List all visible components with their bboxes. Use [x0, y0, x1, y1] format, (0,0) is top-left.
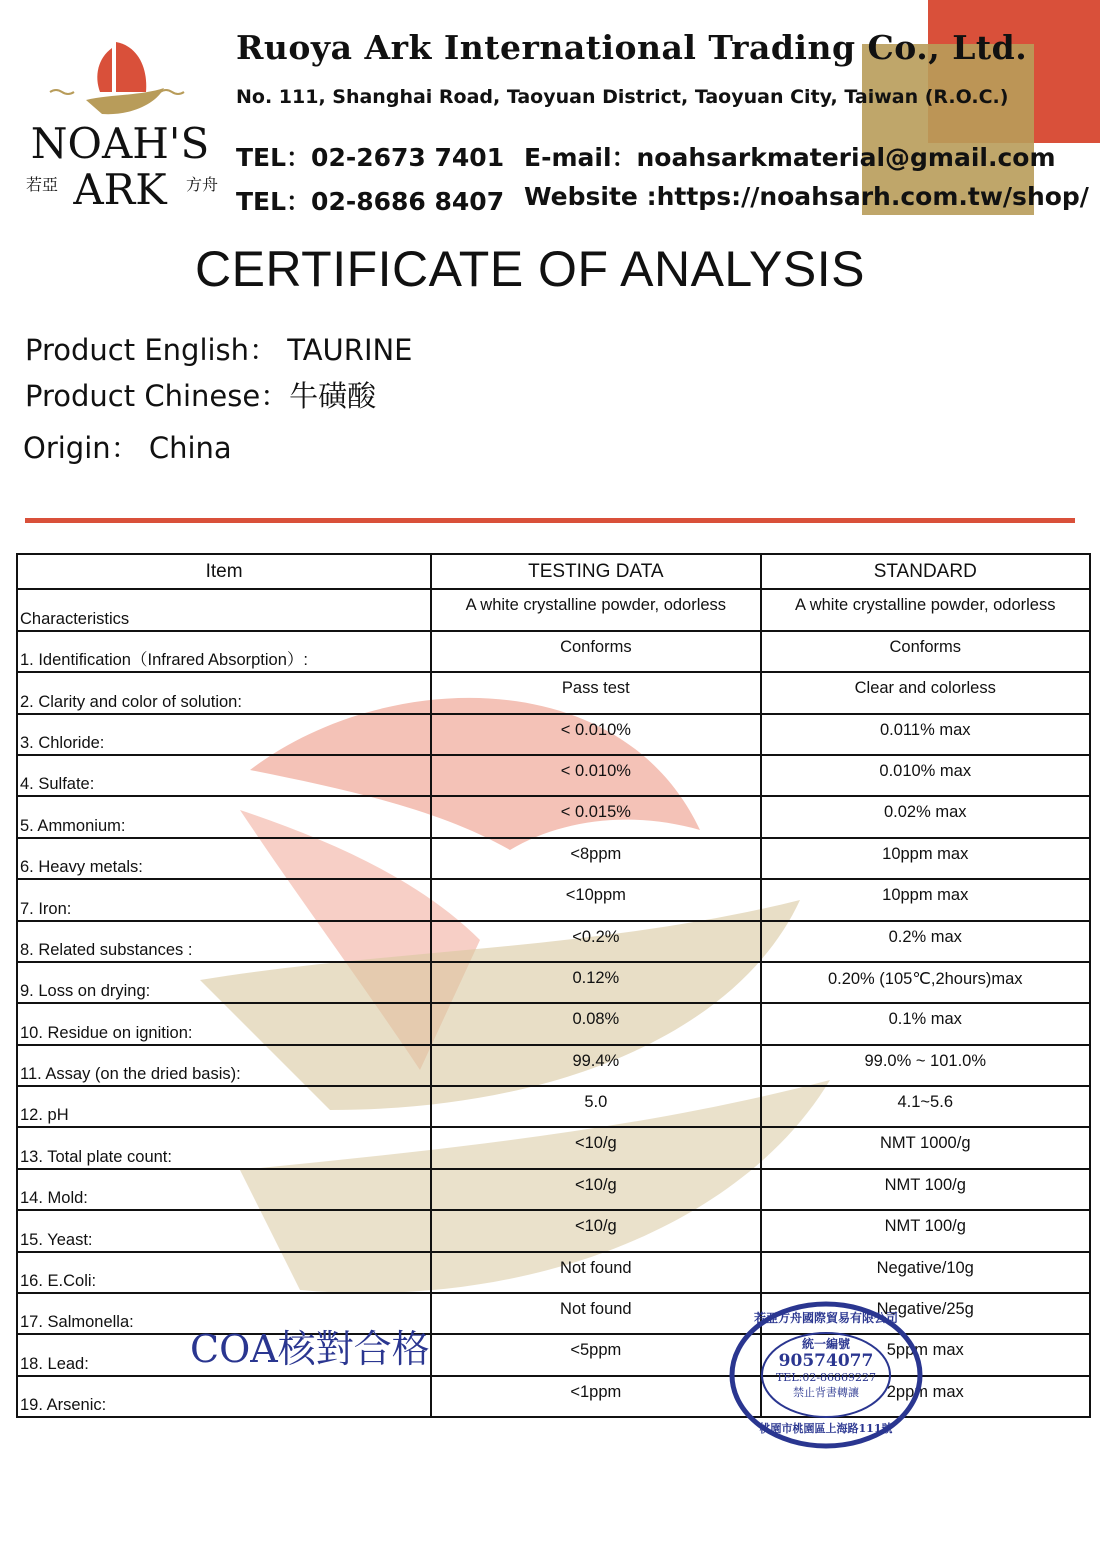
table-row — [17, 755, 1090, 796]
testing-data-cell: <0.2% — [431, 921, 760, 962]
brand-cjk-right: 方舟 — [185, 175, 219, 194]
standard-cell: Clear and colorless — [761, 672, 1091, 713]
testing-data-cell: Pass test — [431, 672, 760, 713]
email: E-mail：noahsarkmaterial@gmail.com — [524, 143, 1056, 172]
company-name: Ruoya Ark International Trading Co., Ltd. — [236, 28, 1028, 67]
document-title: CERTIFICATE OF ANALYSIS — [195, 241, 865, 297]
standard-cell: 10ppm max — [761, 879, 1091, 920]
testing-data-cell: < 0.010% — [431, 755, 760, 796]
item-cell: Characteristics — [17, 589, 431, 630]
table-header-row — [17, 554, 1090, 589]
table-row — [17, 672, 1090, 713]
seal-id-number: 90574077 — [778, 1351, 874, 1371]
standard-cell: 10ppm max — [761, 838, 1091, 879]
col-header-item: Item — [17, 554, 431, 589]
testing-data-cell: 0.08% — [431, 1003, 760, 1044]
item-cell: 13. Total plate count: — [17, 1127, 431, 1168]
seal-address: 桃園市桃園區上海路111號 — [759, 1422, 893, 1435]
table-row — [17, 1334, 1090, 1375]
seal-note: 禁止背書轉讓 — [793, 1386, 859, 1399]
testing-data-cell: 5.0 — [431, 1086, 760, 1127]
seal-company-name: 若亞方舟國際貿易有限公司 — [753, 1311, 899, 1325]
item-cell: 5. Ammonium: — [17, 796, 431, 837]
testing-data-cell: <8ppm — [431, 838, 760, 879]
standard-cell: NMT 100/g — [761, 1169, 1091, 1210]
testing-data-cell: 99.4% — [431, 1045, 760, 1086]
item-cell: 15. Yeast: — [17, 1210, 431, 1251]
item-cell: 8. Related substances : — [17, 921, 431, 962]
item-cell: 6. Heavy metals: — [17, 838, 431, 879]
tel-1: TEL：02-2673 7401 — [236, 143, 505, 172]
table-row — [17, 879, 1090, 920]
standard-cell: Negative/10g — [761, 1252, 1091, 1293]
table-row — [17, 921, 1090, 962]
standard-cell: 0.1% max — [761, 1003, 1091, 1044]
table-row — [17, 1169, 1090, 1210]
testing-data-cell: <10/g — [431, 1127, 760, 1168]
item-cell: 11. Assay (on the dried basis): — [17, 1045, 431, 1086]
table-row — [17, 1376, 1090, 1417]
table-row — [17, 838, 1090, 879]
testing-data-cell: <10ppm — [431, 879, 760, 920]
noahs-ark-logo — [20, 30, 220, 220]
item-cell: 19. Arsenic: — [17, 1376, 431, 1417]
standard-cell: 0.010% max — [761, 755, 1091, 796]
col-header-testing-data: TESTING DATA — [431, 554, 760, 589]
item-cell: 7. Iron: — [17, 879, 431, 920]
analysis-table — [16, 553, 1091, 1418]
table-row — [17, 714, 1090, 755]
testing-data-cell: < 0.015% — [431, 796, 760, 837]
item-cell: 9. Loss on drying: — [17, 962, 431, 1003]
standard-cell: Negative/25g — [761, 1293, 1091, 1334]
table-row — [17, 1252, 1090, 1293]
section-divider — [25, 518, 1075, 523]
item-cell: 18. Lead: — [17, 1334, 431, 1375]
standard-cell: NMT 1000/g — [761, 1127, 1091, 1168]
seal-id-label: 統一編號 — [801, 1337, 851, 1351]
tel-2: TEL：02-8686 8407 — [236, 187, 505, 216]
company-seal — [728, 1300, 924, 1450]
testing-data-cell: < 0.010% — [431, 714, 760, 755]
product-english: Product English： TAURINE — [25, 333, 413, 367]
table-row — [17, 1003, 1090, 1044]
standard-cell: 0.2% max — [761, 921, 1091, 962]
item-cell: 3. Chloride: — [17, 714, 431, 755]
table-row — [17, 631, 1090, 672]
company-address: No. 111, Shanghai Road, Taoyuan District, Taoyuan City, Taiwan (R.O.C.) — [236, 86, 1009, 108]
standard-cell: A white crystalline powder, odorless — [761, 589, 1091, 630]
table-row — [17, 796, 1090, 837]
testing-data-cell: Not found — [431, 1252, 760, 1293]
standard-cell: 5ppm max — [761, 1334, 1091, 1375]
col-header-standard: STANDARD — [761, 554, 1091, 589]
item-cell: 12. pH — [17, 1086, 431, 1127]
website: Website :https://noahsarh.com.tw/shop/ — [524, 182, 1089, 211]
table-row — [17, 1127, 1090, 1168]
testing-data-cell: <10/g — [431, 1169, 760, 1210]
standard-cell: NMT 100/g — [761, 1210, 1091, 1251]
brand-bottom: ARK — [73, 165, 167, 214]
table-row — [17, 589, 1090, 630]
testing-data-cell: <10/g — [431, 1210, 760, 1251]
testing-data-cell: <5ppm — [431, 1334, 760, 1375]
standard-cell: 99.0% ~ 101.0% — [761, 1045, 1091, 1086]
item-cell: 16. E.Coli: — [17, 1252, 431, 1293]
standard-cell: 0.02% max — [761, 796, 1091, 837]
testing-data-cell: 0.12% — [431, 962, 760, 1003]
testing-data-cell: <1ppm — [431, 1376, 760, 1417]
table-row — [17, 1293, 1090, 1334]
seal-tel: TEL:02-86869227 — [775, 1371, 877, 1384]
standard-cell: Conforms — [761, 631, 1091, 672]
standard-cell: 4.1~5.6 — [761, 1086, 1091, 1127]
item-cell: 10. Residue on ignition: — [17, 1003, 431, 1044]
testing-data-cell: Conforms — [431, 631, 760, 672]
standard-cell: 2ppm max — [761, 1376, 1091, 1417]
coa-approval-stamp: COA核對合格 — [190, 1327, 430, 1371]
item-cell: 4. Sulfate: — [17, 755, 431, 796]
standard-cell: 0.20% (105℃,2hours)max — [761, 962, 1091, 1003]
item-cell: 17. Salmonella: — [17, 1293, 431, 1334]
item-cell: 2. Clarity and color of solution: — [17, 672, 431, 713]
standard-cell: 0.011% max — [761, 714, 1091, 755]
testing-data-cell: A white crystalline powder, odorless — [431, 589, 760, 630]
brand-top: NOAH'S — [30, 119, 210, 168]
testing-data-cell: Not found — [431, 1293, 760, 1334]
table-row — [17, 962, 1090, 1003]
product-chinese: Product Chinese：牛磺酸 — [25, 379, 377, 413]
table-row — [17, 1045, 1090, 1086]
item-cell: 1. Identification（Infrared Absorption）: — [17, 631, 431, 672]
table-row — [17, 1210, 1090, 1251]
table-row — [17, 1086, 1090, 1127]
product-origin: Origin： China — [23, 431, 232, 465]
brand-cjk-left: 若亞 — [25, 175, 59, 194]
item-cell: 14. Mold: — [17, 1169, 431, 1210]
